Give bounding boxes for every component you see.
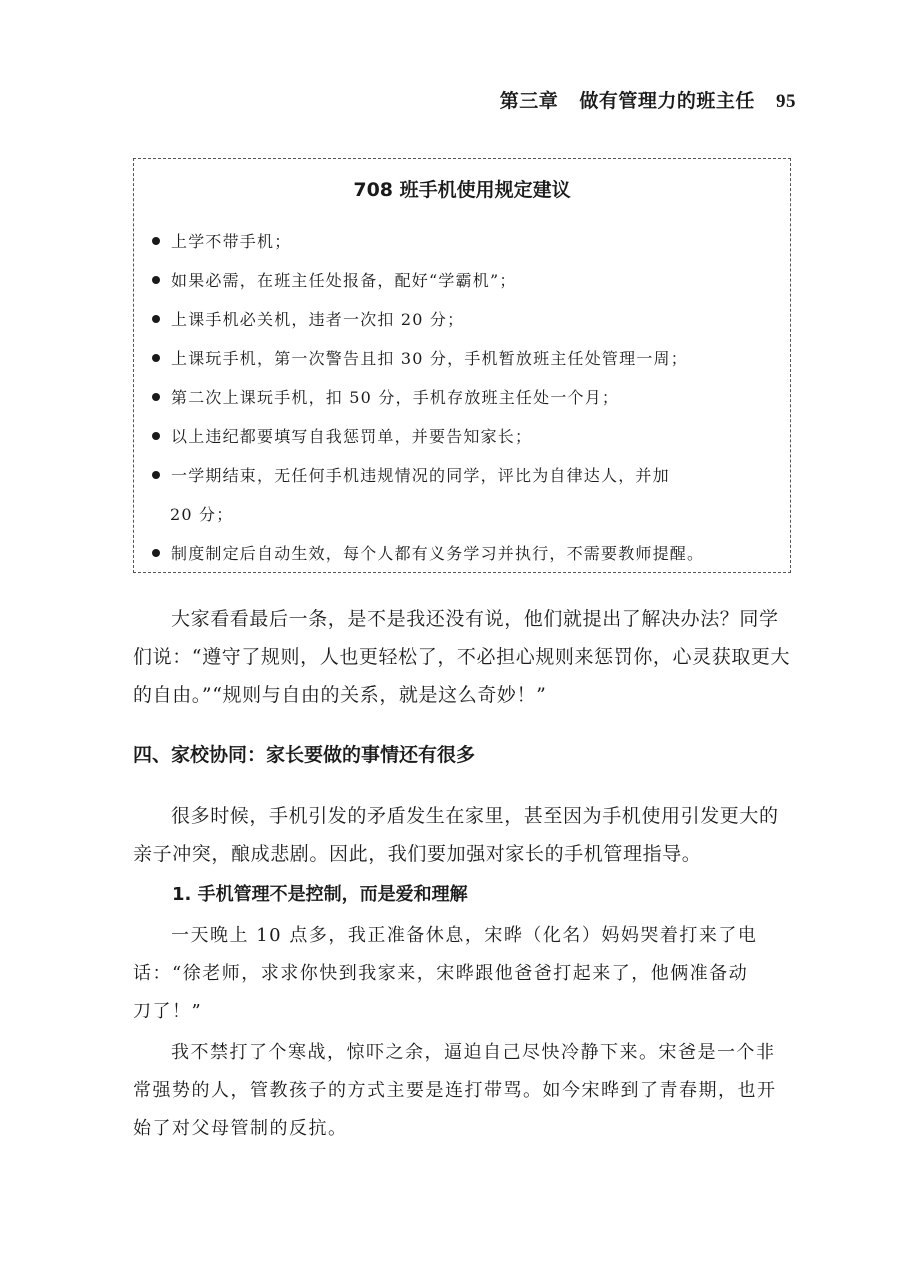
rule-item: 如果必需，在班主任处报备，配好“学霸机”； — [152, 268, 517, 291]
paragraph-story-2 — [133, 1034, 793, 1148]
subsection-heading: 1. 手机管理不是控制，而是爱和理解 — [172, 884, 468, 905]
text-line: 的自由。”“规则与自由的关系，就是这么奇妙！” — [133, 684, 547, 706]
text-line: 始了对父母管制的反抗。 — [133, 1118, 348, 1139]
section-heading: 四、家校协同：家长要做的事情还有很多 — [133, 744, 476, 766]
rule-item: 第二次上课玩手机，扣 50 分，手机存放班主任处一个月； — [152, 385, 619, 408]
rules-box-title: 708 班手机使用规定建议 — [353, 179, 571, 201]
running-header — [500, 86, 796, 113]
bullet-icon — [152, 432, 160, 440]
paragraph-intro — [133, 797, 793, 873]
rule-item-continuation: 20 分； — [170, 505, 234, 524]
bullet-icon — [152, 354, 160, 362]
text-line: 大家看看最后一条，是不是我还没有说，他们就提出了解决办法？同学 — [171, 608, 779, 630]
rule-item: 上课玩手机，第一次警告且扣 30 分，手机暂放班主任处管理一周； — [152, 346, 688, 369]
rule-item: 以上违纪都要填写自我惩罚单，并要告知家长； — [152, 424, 532, 447]
text-line: 一天晚上 10 点多，我正准备休息，宋晔（化名）妈妈哭着打来了电 — [171, 925, 758, 946]
text-line: 们说：“遵守了规则，人也更轻松了，不必担心规则来惩罚你，心灵获取更大 — [133, 646, 791, 668]
bullet-icon — [152, 315, 160, 323]
text-line: 亲子冲突，酿成悲剧。因此，我们要加强对家长的手机管理指导。 — [133, 843, 702, 865]
text-line: 常强势的人，管教孩子的方式主要是连打带骂。如今宋晔到了青春期，也开 — [133, 1080, 777, 1101]
rules-box — [133, 158, 791, 573]
bullet-icon — [152, 393, 160, 401]
bullet-icon — [152, 471, 160, 479]
text-line: 我不禁打了个寒战，惊吓之余，逼迫自己尽快冷静下来。宋爸是一个非 — [171, 1042, 776, 1063]
text-line: 很多时候，手机引发的矛盾发生在家里，甚至因为手机使用引发更大的 — [171, 805, 779, 827]
rule-item: 制度制定后自动生效，每个人都有义务学习并执行，不需要教师提醒。 — [152, 541, 704, 564]
bullet-icon — [152, 237, 160, 245]
chapter-title: 做有管理力的班主任 — [579, 90, 755, 112]
chapter-label: 第三章 — [499, 90, 559, 112]
paragraph-story-1 — [133, 917, 793, 1031]
rule-item: 一学期结束，无任何手机违规情况的同学，评比为自律达人，并加 — [152, 463, 670, 486]
bullet-icon — [152, 549, 160, 557]
rule-item: 上课手机必关机，违者一次扣 20 分； — [152, 307, 464, 330]
bullet-icon — [152, 276, 160, 284]
paragraph-reflection — [133, 600, 793, 714]
page-number: 95 — [776, 91, 796, 112]
text-line: 话：“徐老师，求求你快到我家来，宋晔跟他爸爸打起来了，他俩准备动 — [133, 963, 749, 984]
rule-item: 上学不带手机； — [152, 229, 291, 252]
text-line: 刀了！” — [133, 1001, 203, 1022]
